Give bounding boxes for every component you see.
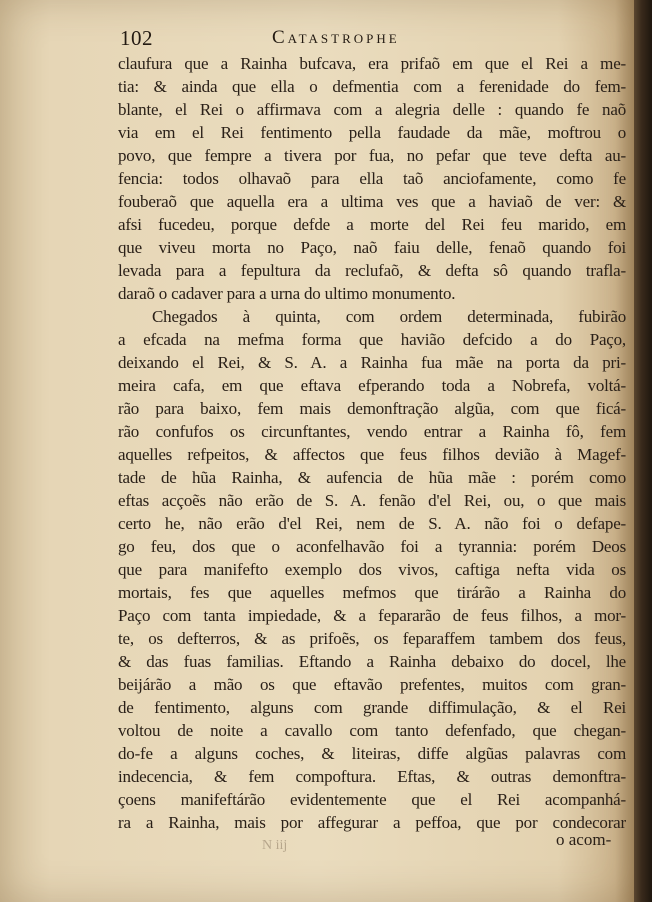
text-line: çoens manifeftárão evidentemente que el Rei acompanhá- (118, 790, 626, 809)
catchword: o acom- (556, 830, 612, 849)
text-line: povo, que fempre a tivera por fua, no pefar que teve defta au- (118, 146, 626, 165)
text-line: via em el Rei fentimento pella faudade da mãe, moftrou o (118, 123, 626, 142)
text-line: levada para a fepultura da reclufaõ, & defta sô quando trafla- (118, 261, 626, 280)
page-number: 102 (120, 26, 153, 50)
text-line: mortais, fes que aquelles mefmos que tirárão a Rainha do (118, 583, 626, 602)
text-line: voltou de noite a cavallo com tanto defenfado, que chegan- (118, 721, 626, 740)
text-line: rão para baixo, fem mais demonftração algũa, com que ficá- (118, 399, 626, 418)
text-line: claufura que a Rainha bufcava, era prifaõ em que el Rei a me- (118, 54, 626, 73)
text-line: aquelles refpeitos, & affectos que feus filhos devião à Magef- (118, 445, 626, 464)
text-line: tade de hũa Rainha, & aufencia de hũa mãe : porém como (118, 468, 626, 487)
text-line: rão confufos os circunftantes, vendo entrar a Rainha fô, fem (118, 422, 626, 441)
text-line: a efcada na mefma forma que havião defcido a do Paço, (118, 330, 626, 349)
text-line: do-fe a alguns coches, & liteiras, diffe algũas palavras com (118, 744, 626, 763)
text-line: de fentimento, alguns com grande diffimulação, & el Rei (118, 698, 626, 717)
text-line: daraõ o cadaver para a urna do ultimo monumento. (118, 284, 456, 303)
text-line: deixando el Rei, & S. A. a Rainha fua mãe na porta da pri- (118, 353, 626, 372)
text-line: meira cafa, em que eftava efperando toda a Nobrefa, voltá- (118, 376, 626, 395)
running-title: Catastrophe (272, 27, 400, 48)
text-line: tia: & ainda que ella o defmentia com a ferenidade do fem- (118, 77, 626, 96)
text-line: que para manifefto exemplo dos vivos, caftiga nefta vida os (118, 560, 626, 579)
signature-mark: N iij (262, 838, 288, 853)
text-line: ra a Rainha, mais por affegurar a peffoa, que por condecorar (118, 813, 626, 832)
text-line: beijárão a mão os que eftavão prefentes, muitos com gran- (118, 675, 626, 694)
text-line: certo he, não erão d'el Rei, nem de S. A. não foi o defape- (118, 514, 626, 533)
text-line: indecencia, & fem compoftura. Eftas, & outras demonftra- (118, 767, 626, 786)
text-line: Paço com tanta impiedade, & a fepararão de feus filhos, a mor- (118, 606, 626, 625)
text-line: fouberaõ que aquella era a ultima ves que a haviaõ de ver: & (118, 192, 626, 211)
text-line: que viveu morta no Paço, naõ faiu delle, fenaõ quando foi (118, 238, 626, 257)
book-edge (634, 0, 652, 902)
body-text (118, 52, 626, 834)
text-line: & das fuas familias. Eftando a Rainha debaixo do docel, lhe (118, 652, 626, 671)
text-line: fencia: todos olhavaõ para ella taõ anciofamente, como fe (118, 169, 626, 188)
text-line: afsi fucedeu, porque defde a morte del Rei feu marido, em (118, 215, 626, 234)
text-line: blante, el Rei o affirmava com a alegria delle : quando fe naõ (118, 100, 626, 119)
text-line: te, os defterros, & as prifoẽs, os feparaffem tambem dos feus, (118, 629, 626, 648)
text-line: Chegados à quinta, com ordem determinada, fubirão (152, 307, 626, 326)
text-line: go feu, dos que o aconfelhavão foi a tyrannia: porém Deos (118, 537, 626, 556)
text-line: eftas acçoẽs não erão de S. A. fenão d'el Rei, ou, o que mais (118, 491, 626, 510)
